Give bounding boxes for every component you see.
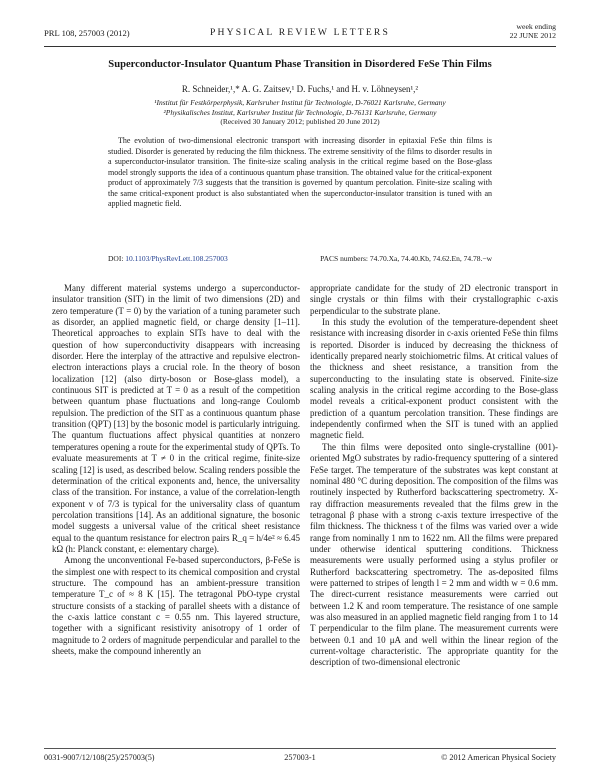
pacs-numbers: PACS numbers: 74.70.Xa, 74.40.Kb, 74.62.En, 74.78.−w xyxy=(320,254,492,263)
footer-rule xyxy=(44,748,556,749)
doi-link[interactable]: 10.1103/PhysRevLett.108.257003 xyxy=(125,254,228,263)
issn-code: 0031-9007/12/108(25)/257003(5) xyxy=(44,753,155,762)
article-metadata xyxy=(108,254,492,265)
paper-title: Superconductor-Insulator Quantum Phase Transition in Disordered FeSe Thin Films xyxy=(108,59,492,70)
body-paragraph: Among the unconventional Fe-based superconductors, β-FeSe is the simplest one with respect to its chemical composition and crystal structure. The compound has an ambient-pressure transition temperature T_c of ≈ 8 K [15]. The tetragonal PbO-type crystal structure consists of a stacking of parallel sheets with a distance of the c-axis lattice constant c = 0.55 nm. This layered structure, together with a significant resistivity anisotropy of 1 order of magnitude to 2 orders of magnitude perpendicular and parallel to the sheets, make the compound inherently an xyxy=(52,555,300,656)
body-paragraph: appropriate candidate for the study of 2D electronic transport in single crystals or thin films with their crystallographic c-axis perpendicular to the substrate plane. xyxy=(310,283,558,316)
page-footer xyxy=(44,753,556,765)
page-number: 257003-1 xyxy=(284,753,316,762)
journal-reference: PRL 108, 257003 (2012) xyxy=(44,28,130,38)
affiliations xyxy=(60,98,540,127)
body-paragraph: In this study the evolution of the temperature-dependent sheet resistance with increasing disorder in c-axis oriented FeSe thin films is reported. Disorder is induced by decreasing the thickness of identically prepared nearly stoichiometric films. At critical values of the thickness and sheet resistance, a transition from the superconducting to the insulating state is observed. Finite-size scaling analysis in the critical regime according to the Bose-glass model reveals a critical-exponent product consistent with the prediction of a quantum percolation transition. These findings are independently confirmed when the SIT is tuned with an applied magnetic field. xyxy=(310,317,558,441)
header-rule xyxy=(44,46,556,47)
author-list: R. Schneider,¹,* A. G. Zaitsev,¹ D. Fuchs,¹ and H. v. Löhneysen¹,² xyxy=(181,84,419,94)
doi xyxy=(108,254,228,263)
affiliation-1: ¹Institut für Festkörperphysik, Karlsruher Institut für Technologie, D-76021 Karlsruhe, Germany xyxy=(154,98,446,107)
body-column-left xyxy=(52,283,300,657)
body-paragraph: Many different material systems undergo a superconductor-insulator transition (SIT) in the limit of two dimensions (2D) and zero temperature (T = 0) by the variation of a tuning parameter such as disorder, an applied magnetic field, or charge density [1–11]. Theoretical approaches to explain SITs have to deal with the question of how superconductivity disappears with increasing disorder. Here the interplay of the attractive and repulsive electron-electron interactions plays a crucial role. In the theory of boson localization [12] (also dirty-boson or Bose-glass model), a continuous SIT is predicted at T = 0 as a result of the competition between quantum phase fluctuations and long-range Coulomb repulsion. The prediction of the SIT as a continuous quantum phase transition (QPT) [13] by the bosonic model is particularly intriguing. The quantum fluctuations affect physical quantities at nonzero temperatures opening a route for the experimental study of QPTs. To evaluate measurements at T ≠ 0 in the critical regime, finite-size scaling [12] is used, as described below. Scaling renders possible the determination of the critical exponents and, hence, the universality class of the transition. For instance, a value of the correlation-length exponent ν of 7/3 is typical for the universality class of quantum percolation transitions [14]. As an additional signature, the bosonic model suggests a universal value of the critical sheet resistance equal to the quantum resistance for electron pairs R_q = h/4e² ≈ 6.45 kΩ (h: Planck constant, e: elementary charge). xyxy=(52,283,300,554)
week-label: week ending xyxy=(516,22,556,31)
doi-label: DOI: xyxy=(108,254,124,263)
received-dates: (Received 30 January 2012; published 20 June 2012) xyxy=(220,117,380,127)
body-column-right xyxy=(310,283,558,669)
issue-date xyxy=(510,22,556,40)
copyright: © 2012 American Physical Society xyxy=(441,753,556,762)
abstract: The evolution of two-dimensional electronic transport with increasing disorder in epitaxial FeSe thin films is studied. Disorder is generated by reducing the film thickness. The extreme sensitivity of the films to disorder results in a superconductor-insulator transition. The finite-size scaling analysis in the critical regime based on the Bose-glass model strongly supports the idea of a continuous quantum phase transition. The obtained value for the critical-exponent product of approximately 7/3 suggests that the transition is governed by quantum percolation. Finite-size scaling with the same critical-exponent product is also substantiated when the superconductor-insulator transition is tuned with an applied magnetic field. xyxy=(108,136,492,208)
journal-name: PHYSICAL REVIEW LETTERS xyxy=(209,27,391,38)
affiliation-2: ²Physikalisches Institut, Karlsruher Institut für Technologie, D-76131 Karlsruhe, Germany xyxy=(163,107,437,117)
running-header xyxy=(44,22,556,44)
week-date: 22 JUNE 2012 xyxy=(509,31,556,40)
body-paragraph: The thin films were deposited onto single-crystalline (001)-oriented MgO substrates by radio-frequency sputtering of a sintered FeSe target. The temperature of the substrates was kept constant at nominal 480 °C during deposition. The composition of the films was routinely inspected by Rutherford backscattering spectrometry. X-ray diffraction measurements revealed that the films grew in the tetragonal β phase with a strong c-axis texture irrespective of the film thickness. The thickness t of the films was varied over a wide range from nominally 1 nm to 1622 nm. All the films were prepared under otherwise identical sputtering conditions. Thickness measurements were usually performed using a stylus profiler or Rutherford backscattering spectrometry. The as-deposited films were patterned to stripes of length l = 2 mm and width w = 0.6 mm. The direct-current resistance measurements were carried out between 1.2 K and room temperature. The resistance of one sample was also measured in an applied magnetic field ranging from 1 to 14 T perpendicular to the film plane. The measurement currents were between 0.1 and 10 μA and well within the linear region of the current-voltage characteristic. The appropriate quantity for the description of two-dimensional electronic xyxy=(310,441,558,668)
